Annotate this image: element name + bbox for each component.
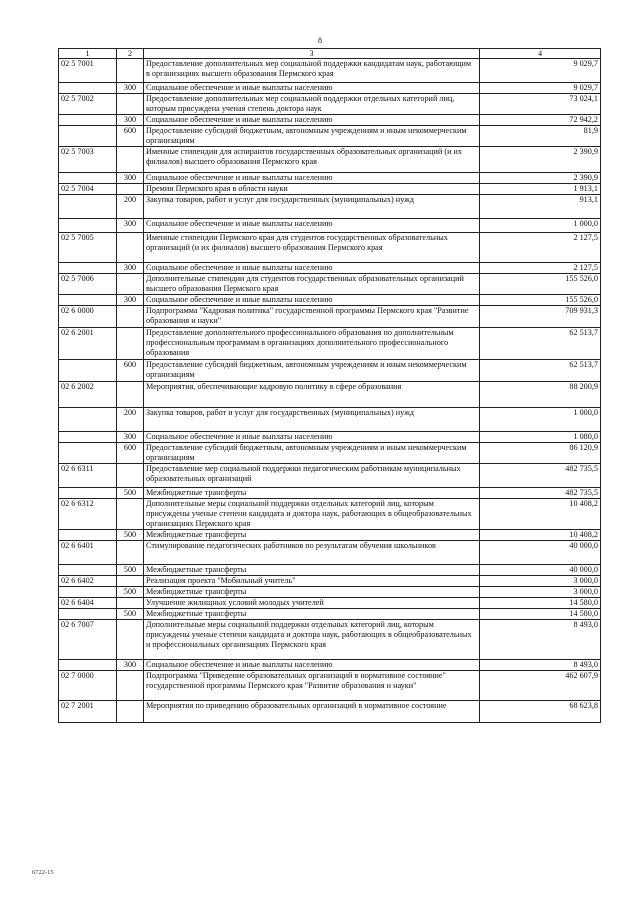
row-name: Межбюджетные трансферты — [144, 609, 480, 620]
row-expense-type — [117, 94, 144, 115]
row-name: Предоставление дополнительного профессионального образования по дополнительным профессиональным программам в организациях дополнительного профессионального образования — [144, 328, 480, 360]
row-code — [59, 488, 117, 499]
row-code: 02 6 0000 — [59, 306, 117, 328]
row-name: Предоставление субсидий бюджетным, автономным учреждениям и иным некоммерческим организациям — [144, 126, 480, 147]
row-expense-type: 500 — [117, 609, 144, 620]
row-code — [59, 408, 117, 432]
row-code — [59, 263, 117, 274]
table-row — [59, 443, 601, 464]
row-code: 02 6 6404 — [59, 598, 117, 609]
row-code — [59, 432, 117, 443]
row-amount: 462 607,9 — [480, 671, 601, 701]
row-name: Закупка товаров, работ и услуг для государственных (муниципальных) нужд — [144, 195, 480, 219]
row-name: Мероприятия, обеспечивающие кадровую политику в сфере образования — [144, 382, 480, 408]
row-code: 02 6 7007 — [59, 620, 117, 660]
table-row — [59, 360, 601, 382]
table-row — [59, 609, 601, 620]
footer-code: 6722-15 — [32, 869, 54, 876]
row-code — [59, 219, 117, 233]
row-expense-type — [117, 59, 144, 83]
row-name: Предоставление дополнительных мер социальной поддержки кандидатам наук, работающим в организациях высшего образования Пермского края — [144, 59, 480, 83]
row-amount: 40 000,0 — [480, 565, 601, 576]
row-amount: 72 942,2 — [480, 115, 601, 126]
table-row — [59, 233, 601, 263]
row-code: 02 5 7003 — [59, 147, 117, 173]
table-row — [59, 620, 601, 660]
row-amount: 3 000,0 — [480, 576, 601, 587]
table-row — [59, 541, 601, 565]
row-amount: 40 000,0 — [480, 541, 601, 565]
row-amount: 86 120,9 — [480, 443, 601, 464]
row-expense-type: 300 — [117, 219, 144, 233]
row-expense-type: 500 — [117, 587, 144, 598]
row-code: 02 5 7001 — [59, 59, 117, 83]
row-amount: 155 526,0 — [480, 295, 601, 306]
row-amount: 3 000,0 — [480, 587, 601, 598]
table-row — [59, 499, 601, 530]
row-expense-type: 300 — [117, 263, 144, 274]
table-row — [59, 576, 601, 587]
column-number: 3 — [144, 49, 480, 59]
row-name: Социальное обеспечение и иные выплаты населению — [144, 263, 480, 274]
table-row — [59, 173, 601, 184]
row-expense-type: 600 — [117, 126, 144, 147]
table-row — [59, 671, 601, 701]
column-number: 4 — [480, 49, 601, 59]
row-code: 02 6 6401 — [59, 541, 117, 565]
row-expense-type — [117, 184, 144, 195]
row-expense-type: 500 — [117, 530, 144, 541]
row-amount: 155 526,0 — [480, 274, 601, 295]
row-name: Именные стипендии Пермского края для студентов государственных образовательных организаций (и их филиалов) высшего образования Пермского края — [144, 233, 480, 263]
row-code — [59, 360, 117, 382]
row-expense-type — [117, 382, 144, 408]
row-amount: 73 024,1 — [480, 94, 601, 115]
table-row — [59, 94, 601, 115]
row-name: Социальное обеспечение и иные выплаты населению — [144, 115, 480, 126]
row-code: 02 5 7006 — [59, 274, 117, 295]
row-expense-type: 300 — [117, 173, 144, 184]
table-row — [59, 115, 601, 126]
row-name: Именные стипендии для аспирантов государственных образовательных организаций (и их филиалов) высшего образования Пермского края — [144, 147, 480, 173]
column-number: 2 — [117, 49, 144, 59]
row-expense-type: 600 — [117, 443, 144, 464]
row-name: Закупка товаров, работ и услуг для государственных (муниципальных) нужд — [144, 408, 480, 432]
table-row — [59, 701, 601, 723]
row-code: 02 7 0000 — [59, 671, 117, 701]
table-row — [59, 147, 601, 173]
row-expense-type — [117, 671, 144, 701]
row-amount: 14 580,0 — [480, 598, 601, 609]
page-number: 8 — [318, 36, 322, 45]
column-number-row — [59, 49, 601, 59]
row-amount: 482 735,5 — [480, 464, 601, 488]
table-row — [59, 126, 601, 147]
row-amount: 8 493,0 — [480, 660, 601, 671]
row-name: Мероприятия по приведению образовательных организаций в нормативное состояние — [144, 701, 480, 723]
table-row — [59, 382, 601, 408]
row-expense-type — [117, 147, 144, 173]
row-code: 02 5 7004 — [59, 184, 117, 195]
column-number: 1 — [59, 49, 117, 59]
row-code — [59, 126, 117, 147]
table-row — [59, 83, 601, 94]
table-row — [59, 488, 601, 499]
row-amount: 88 200,9 — [480, 382, 601, 408]
table-row — [59, 219, 601, 233]
row-code: 02 6 6402 — [59, 576, 117, 587]
row-amount: 14 580,0 — [480, 609, 601, 620]
row-code — [59, 530, 117, 541]
row-expense-type — [117, 499, 144, 530]
budget-table — [58, 48, 601, 723]
table-row — [59, 184, 601, 195]
row-name: Улучшение жилищных условий молодых учителей — [144, 598, 480, 609]
row-name: Социальное обеспечение и иные выплаты населению — [144, 173, 480, 184]
row-name: Дополнительные стипендии для студентов государственных образовательных организаций высшего образования Пермского края — [144, 274, 480, 295]
row-name: Межбюджетные трансферты — [144, 488, 480, 499]
row-amount: 709 931,3 — [480, 306, 601, 328]
row-amount: 9 029,7 — [480, 83, 601, 94]
row-expense-type: 300 — [117, 115, 144, 126]
row-amount: 2 390,9 — [480, 173, 601, 184]
row-amount: 1 000,0 — [480, 219, 601, 233]
row-expense-type — [117, 541, 144, 565]
row-expense-type: 500 — [117, 565, 144, 576]
row-expense-type: 500 — [117, 488, 144, 499]
row-expense-type: 200 — [117, 408, 144, 432]
row-code — [59, 565, 117, 576]
row-expense-type — [117, 701, 144, 723]
row-code — [59, 295, 117, 306]
table-row — [59, 660, 601, 671]
row-expense-type — [117, 464, 144, 488]
row-amount: 2 127,5 — [480, 263, 601, 274]
table-row — [59, 274, 601, 295]
row-expense-type — [117, 328, 144, 360]
row-name: Межбюджетные трансферты — [144, 530, 480, 541]
row-name: Премии Пермского края в области науки — [144, 184, 480, 195]
row-code — [59, 195, 117, 219]
row-expense-type — [117, 306, 144, 328]
row-code — [59, 443, 117, 464]
row-amount: 1 080,0 — [480, 432, 601, 443]
table-row — [59, 530, 601, 541]
row-name: Подпрограмма "Приведение образовательных организаций в нормативное состояние" государственной программы Пермского края "Развитие образования и науки" — [144, 671, 480, 701]
row-expense-type: 600 — [117, 360, 144, 382]
row-name: Предоставление дополнительных мер социальной поддержки отдельных категорий лиц, которым присуждена ученая степень доктора наук — [144, 94, 480, 115]
row-code: 02 6 2001 — [59, 328, 117, 360]
row-amount: 2 390,9 — [480, 147, 601, 173]
row-amount: 1 000,0 — [480, 408, 601, 432]
row-expense-type — [117, 274, 144, 295]
row-amount: 482 735,5 — [480, 488, 601, 499]
table-row — [59, 59, 601, 83]
row-name: Предоставление субсидий бюджетным, автономным учреждениям и иным некоммерческим организациям — [144, 443, 480, 464]
row-name: Реализация проекта "Мобильный учитель" — [144, 576, 480, 587]
row-name: Предоставление мер социальной поддержки педагогическим работникам муниципальных образовательных организаций — [144, 464, 480, 488]
row-amount: 9 029,7 — [480, 59, 601, 83]
table-row — [59, 598, 601, 609]
row-amount: 1 913,1 — [480, 184, 601, 195]
row-name: Социальное обеспечение и иные выплаты населению — [144, 660, 480, 671]
row-name: Социальное обеспечение и иные выплаты населению — [144, 432, 480, 443]
row-code — [59, 115, 117, 126]
row-amount: 10 408,2 — [480, 530, 601, 541]
row-code: 02 7 2001 — [59, 701, 117, 723]
row-expense-type — [117, 598, 144, 609]
row-name: Дополнительные меры социальной поддержки отдельных категорий лиц, которым присуждены ученые степени кандидата и доктора наук, работающих в общеобразовательных организациях Пермского края — [144, 499, 480, 530]
row-amount: 62 513,7 — [480, 328, 601, 360]
row-code: 02 5 7005 — [59, 233, 117, 263]
table-row — [59, 328, 601, 360]
table-row — [59, 306, 601, 328]
row-name: Межбюджетные трансферты — [144, 587, 480, 598]
row-expense-type: 300 — [117, 83, 144, 94]
row-expense-type: 300 — [117, 295, 144, 306]
row-code: 02 6 6311 — [59, 464, 117, 488]
row-expense-type — [117, 576, 144, 587]
table-row — [59, 432, 601, 443]
table-row — [59, 295, 601, 306]
row-code: 02 6 6312 — [59, 499, 117, 530]
row-code — [59, 609, 117, 620]
table-row — [59, 195, 601, 219]
row-amount: 2 127,5 — [480, 233, 601, 263]
row-expense-type — [117, 620, 144, 660]
row-expense-type — [117, 233, 144, 263]
row-code: 02 6 2002 — [59, 382, 117, 408]
row-code — [59, 83, 117, 94]
row-expense-type: 200 — [117, 195, 144, 219]
row-name: Подпрограмма "Кадровая политика" государственной программы Пермского края "Развитие образования и науки" — [144, 306, 480, 328]
row-code — [59, 587, 117, 598]
row-code — [59, 660, 117, 671]
table-row — [59, 587, 601, 598]
row-expense-type: 300 — [117, 660, 144, 671]
row-name: Социальное обеспечение и иные выплаты населению — [144, 83, 480, 94]
table-row — [59, 263, 601, 274]
row-amount: 8 493,0 — [480, 620, 601, 660]
row-amount: 68 623,8 — [480, 701, 601, 723]
table-row — [59, 408, 601, 432]
row-name: Стимулирование педагогических работников по результатам обучения школьников — [144, 541, 480, 565]
row-name: Дополнительные меры социальной поддержки отдельных категорий лиц, которым присуждены ученые степени кандидата и доктора наук, работающих в общеобразовательных и профессиональных организациях Пермского края — [144, 620, 480, 660]
table-row — [59, 464, 601, 488]
table-row — [59, 565, 601, 576]
row-name: Межбюджетные трансферты — [144, 565, 480, 576]
row-code — [59, 173, 117, 184]
row-name: Социальное обеспечение и иные выплаты населению — [144, 295, 480, 306]
row-name: Предоставление субсидий бюджетным, автономным учреждениям и иным некоммерческим организациям — [144, 360, 480, 382]
row-amount: 913,1 — [480, 195, 601, 219]
row-amount: 81,9 — [480, 126, 601, 147]
row-code: 02 5 7002 — [59, 94, 117, 115]
row-amount: 62 513,7 — [480, 360, 601, 382]
row-expense-type: 300 — [117, 432, 144, 443]
row-amount: 10 408,2 — [480, 499, 601, 530]
row-name: Социальное обеспечение и иные выплаты населению — [144, 219, 480, 233]
